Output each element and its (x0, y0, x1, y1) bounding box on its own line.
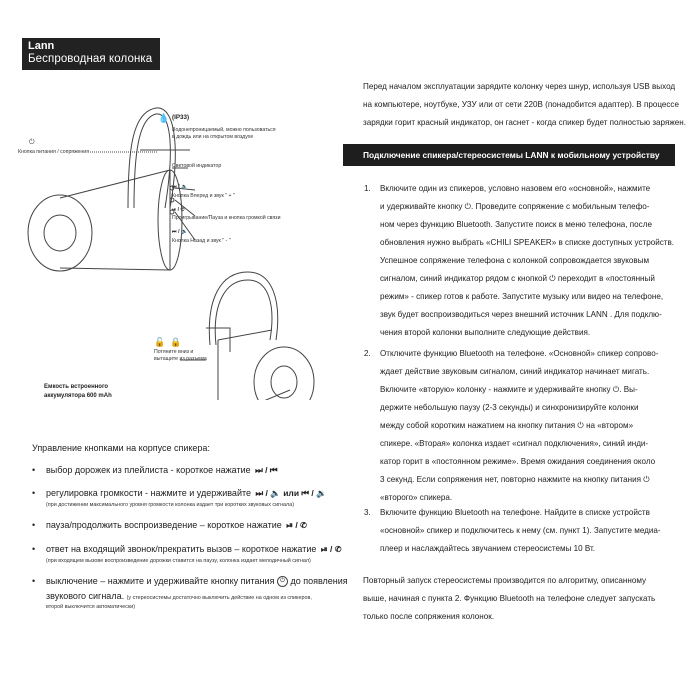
control-item: • выбор дорожек из плейлиста - короткое нажатие ⏭ / ⏮ (32, 465, 278, 475)
step-number: 3. (364, 508, 371, 517)
call-icons: ⏯ / ✆ (320, 544, 342, 554)
next-icons: ⏭ / 🔈 (172, 184, 188, 190)
mount-label: Потяните вниз и вытащите из разъема (154, 349, 207, 362)
step-3: Включите функцию Bluetooth на телефоне. Найдите в списке устройств «основной» спикер и подключитесь к нему (см. пункт 1). Запустите медиа- плеер и наслаждайтесь звучанием стереосистемы 10 Вт. (380, 508, 661, 553)
play-icons: ⏯ / ✆ (172, 207, 185, 213)
control-item: • пауза/продолжить воспроизведение – короткое нажатие ⏯ / ✆ (32, 520, 307, 530)
step-1: Включите один из спикеров, условно назовем его «основной», нажмите и удерживайте кнопку ⏻. Проведите сопряжение с мобильным телефо- ном через функцию Bluetooth. Запустите поиск в меню телефона, после обновления нужно выбрать «CHILI SPEAKER» в списке доступных устройств. Успешное сопряжение телефона с колонкой сопровождается звуковым сигналом, синий индикатор рядом с кнопкой ⏻ переходит в «постоянный режим» - спикер готов к работе. Запустите музыку или видео на телефоне, звук будет воспроизводиться через внешний источник LANN . Для подклю- чения второй колонки выполните следующие действия. (380, 184, 675, 337)
ip-description: Водонепроницаемый, можно пользоваться в дождь или на открытом воздухе (172, 127, 276, 140)
next-label: Кнопка Вперед и звук " + " (172, 193, 235, 199)
speaker-front (28, 195, 92, 271)
play-label: Проигрывание/Пауза и кнопка громкой связи (172, 215, 281, 221)
power-icon: ⏻ (29, 139, 35, 146)
control-item: • ответ на входящий звонок/прекратить вызов – короткое нажатие ⏯ / ✆ (32, 544, 342, 554)
light-indicator-label: Световой индикатор (172, 163, 222, 169)
control-item-line2: звукового сигнала. (у стереосистемы достаточно выключить действие на одном из спикеров, (46, 591, 312, 601)
title-block (22, 38, 160, 70)
battery-capacity: Емкость встроенного аккумулятора 600 mAh (44, 384, 112, 399)
svg-text:🔓: 🔓 (154, 337, 166, 347)
play-pause-icons: ⏯ / ✆ (286, 520, 307, 530)
brand-name: Lann (28, 40, 55, 52)
section-header: Подключение спикера/стереосистемы LANN к мобильному устройству (343, 144, 675, 166)
control-note: второй выключится автоматически) (46, 604, 136, 610)
step-number: 1. (364, 184, 371, 193)
step-number: 2. (364, 349, 371, 358)
product-subtitle: Беспроводная колонка (28, 53, 153, 65)
control-note: (при достижении максимального уровня громкости колонка издает три коротких звуковых сигнала) (46, 502, 294, 508)
control-note: (при входящем вызове воспроизведение дорожки ставится на паузу, колонка издает мелодичный сигнал) (46, 558, 311, 564)
prev-icons: ⏮ / 🔉 (172, 229, 188, 235)
control-item: • регулировка громкости - нажмите и удерживайте ⏭ / 🔈 или ⏮ / 🔉 (32, 488, 327, 498)
skip-icons: ⏭ / ⏮ (255, 465, 278, 475)
power-button-label: Кнопка питания / сопряжения (18, 149, 90, 155)
outro-paragraph: Повторный запуск стереосистемы производится по алгоритму, описанному выше, начиная с пункта 2. Функцию Bluetooth на телефоне следует запускать только после сопряжения колонок. (363, 576, 656, 621)
controls-title: Управление кнопками на корпусе спикера: (32, 443, 210, 453)
step-2: Отключите функцию Bluetooth на телефоне. «Основной» спикер сопрово- ждает действие звуковым сигналом, синий индикатор начинает мигать. Включите «вторую» колонку - нажмите и удерживайте кнопку ⏻. Вы- держите небольшую паузу (2-3 секунды) и синхронизируйте колонки между собой коротким нажатием на кнопку питания ⏻ на «втором» спикере. «Вторая» колонка издает «сигнал подключения», синий инди- катор горит в «постоянном режиме». Время ожидания соединения около 3 секунд. Если сопряжения нет, повторно нажмите на кнопку питания ⏻ «второго» спикера. (380, 349, 659, 502)
strap-2 (209, 272, 277, 345)
control-item: • выключение – нажмите и удерживайте кнопку питания ⏻ до появления (32, 576, 348, 586)
svg-text:🔒: 🔒 (170, 337, 182, 347)
prev-label: Кнопка Назад и звук " - " (172, 238, 231, 244)
volume-icons: ⏭ / 🔈 или ⏮ / 🔉 (255, 488, 327, 498)
intro-paragraph: Перед началом эксплуатации зарядите колонку через шнур, используя USB выход на компьютере, ноутбуке, УЗУ или от сети 220В (понадобится адаптер). В процессе зарядки горит красный индикатор, он гаснет - когда спикер будет полностью заряжен. (363, 82, 686, 127)
power-icon: ⏻ (277, 576, 288, 587)
water-drop-icon: 💧 (158, 113, 170, 123)
ip-rating: (IP33) (172, 114, 190, 121)
